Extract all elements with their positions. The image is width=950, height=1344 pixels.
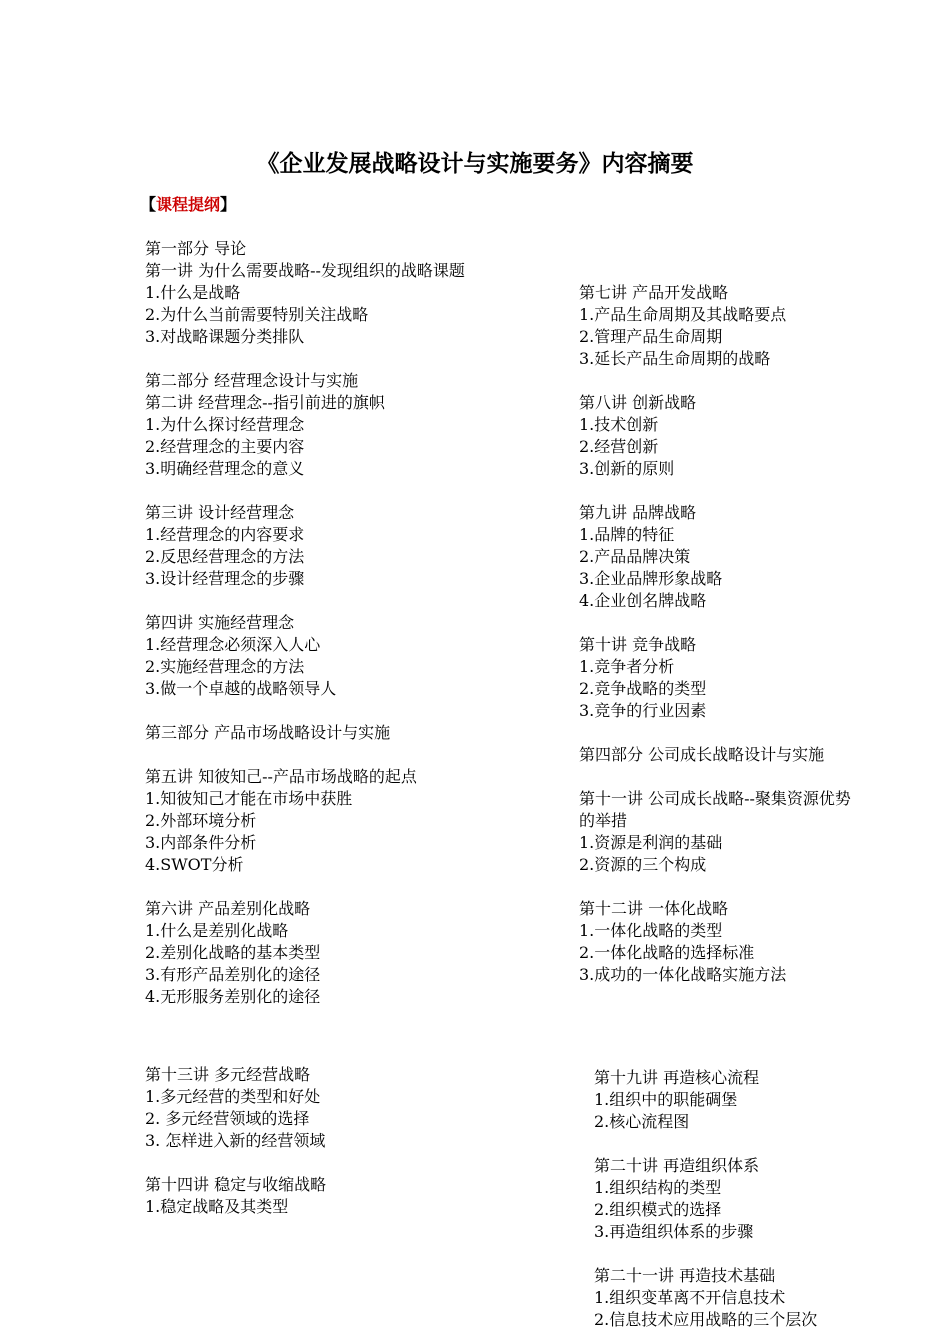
outline-item: 4.SWOT分析 [145,855,244,874]
outline-item: 2.管理产品生命周期 [579,327,723,346]
section-heading: 第十讲 竞争战略 [579,635,697,654]
outline-item: 2.产品品牌决策 [579,547,691,566]
blank-line [145,348,465,370]
outline-item: 3.设计经营理念的步骤 [145,569,305,588]
blank-line [579,766,851,788]
outline-bracket-close: 】 [220,195,237,214]
outline-item: 3.创新的原则 [579,459,675,478]
outline-item: 2.经营创新 [579,437,659,456]
section-heading: 第一部分 导论 [145,239,247,258]
blank-line [579,722,851,744]
outline-item: 1.经营理念的内容要求 [145,525,305,544]
outline-item: 3.明确经营理念的意义 [145,459,305,478]
outline-item: 2.核心流程图 [594,1112,690,1131]
section-heading: 第十四讲 稳定与收缩战略 [145,1175,327,1194]
outline-item: 2.信息技术应用战略的三个层次 [594,1310,818,1329]
outline-item: 1.组织变革离不开信息技术 [594,1288,786,1307]
outline-item: 3.延长产品生命周期的战略 [579,349,771,368]
outline-item: 1.产品生命周期及其战略要点 [579,305,787,324]
section-heading: 第六讲 产品差别化战略 [145,899,311,918]
section-heading: 第四部分 公司成长战略设计与实施 [579,745,825,764]
outline-column-right-top [579,282,851,986]
outline-column-right-bottom [594,1067,817,1331]
outline-item: 2.竞争战略的类型 [579,679,707,698]
outline-item: 2.实施经营理念的方法 [145,657,305,676]
outline-item: 1.经营理念必须深入人心 [145,635,321,654]
outline-item: 的举措 [579,811,628,830]
outline-item: 4.无形服务差别化的途径 [145,987,321,1006]
outline-item: 1.组织中的职能碉堡 [594,1090,738,1109]
outline-item: 1.什么是战略 [145,283,241,302]
section-heading: 第十三讲 多元经营战略 [145,1065,311,1084]
outline-item: 2.为什么当前需要特别关注战略 [145,305,369,324]
outline-item: 3.内部条件分析 [145,833,257,852]
outline-item: 1.竞争者分析 [579,657,675,676]
outline-item: 3.做一个卓越的战略领导人 [145,679,337,698]
section-heading: 第十二讲 一体化战略 [579,899,729,918]
outline-item: 1.一体化战略的类型 [579,921,723,940]
outline-item: 3.再造组织体系的步骤 [594,1222,754,1241]
outline-label-text: 课程提纲 [156,195,221,214]
blank-line [579,876,851,898]
section-heading: 第一讲 为什么需要战略--发现组织的战略课题 [145,261,465,280]
blank-line [594,1133,817,1155]
section-heading: 第二讲 经营理念--指引前进的旗帜 [145,393,385,412]
section-heading: 第二十讲 再造组织体系 [594,1156,760,1175]
section-heading: 第三讲 设计经营理念 [145,503,295,522]
outline-item: 2. 多元经营领域的选择 [145,1109,310,1128]
outline-item: 1.资源是利润的基础 [579,833,723,852]
outline-item: 2.外部环境分析 [145,811,257,830]
outline-label [140,194,236,216]
outline-item: 2.经营理念的主要内容 [145,437,305,456]
blank-line [579,612,851,634]
outline-item: 1.组织结构的类型 [594,1178,722,1197]
outline-item: 1.品牌的特征 [579,525,675,544]
outline-item: 3. 怎样进入新的经营领域 [145,1131,326,1150]
blank-line [145,744,465,766]
page-title: 《企业发展战略设计与实施要务》内容摘要 [256,151,694,177]
outline-item: 1.什么是差别化战略 [145,921,289,940]
section-heading: 第四讲 实施经营理念 [145,613,295,632]
blank-line [579,480,851,502]
outline-item: 3.成功的一体化战略实施方法 [579,965,787,984]
outline-item: 2.一体化战略的选择标准 [579,943,755,962]
outline-item: 1.技术创新 [579,415,659,434]
outline-item: 2.资源的三个构成 [579,855,707,874]
outline-item: 4.企业创名牌战略 [579,591,707,610]
section-heading: 第三部分 产品市场战略设计与实施 [145,723,391,742]
outline-item: 1.知彼知己才能在市场中获胜 [145,789,353,808]
section-heading: 第十一讲 公司成长战略--聚集资源优势 [579,789,851,808]
outline-column-left-top [145,238,465,1008]
section-heading: 第二部分 经营理念设计与实施 [145,371,359,390]
outline-item: 2.反思经营理念的方法 [145,547,305,566]
outline-item: 1.稳定战略及其类型 [145,1197,289,1216]
blank-line [145,1152,326,1174]
outline-item: 1.多元经营的类型和好处 [145,1087,321,1106]
blank-line [145,876,465,898]
blank-line [594,1243,817,1265]
section-heading: 第二十一讲 再造技术基础 [594,1266,776,1285]
outline-item: 2.组织模式的选择 [594,1200,722,1219]
outline-item: 2.差别化战略的基本类型 [145,943,321,962]
blank-line [145,590,465,612]
outline-item: 3.有形产品差别化的途径 [145,965,321,984]
outline-item: 1.为什么探讨经营理念 [145,415,305,434]
outline-item: 3.企业品牌形象战略 [579,569,723,588]
outline-bracket-open: 【 [140,195,157,214]
section-heading: 第五讲 知彼知己--产品市场战略的起点 [145,767,417,786]
blank-line [145,480,465,502]
outline-item: 3.竞争的行业因素 [579,701,707,720]
section-heading: 第九讲 品牌战略 [579,503,697,522]
outline-item: 3.对战略课题分类排队 [145,327,305,346]
outline-column-left-bottom [145,1064,326,1218]
blank-line [579,370,851,392]
section-heading: 第七讲 产品开发战略 [579,283,729,302]
section-heading: 第十九讲 再造核心流程 [594,1068,760,1087]
blank-line [145,700,465,722]
section-heading: 第八讲 创新战略 [579,393,697,412]
